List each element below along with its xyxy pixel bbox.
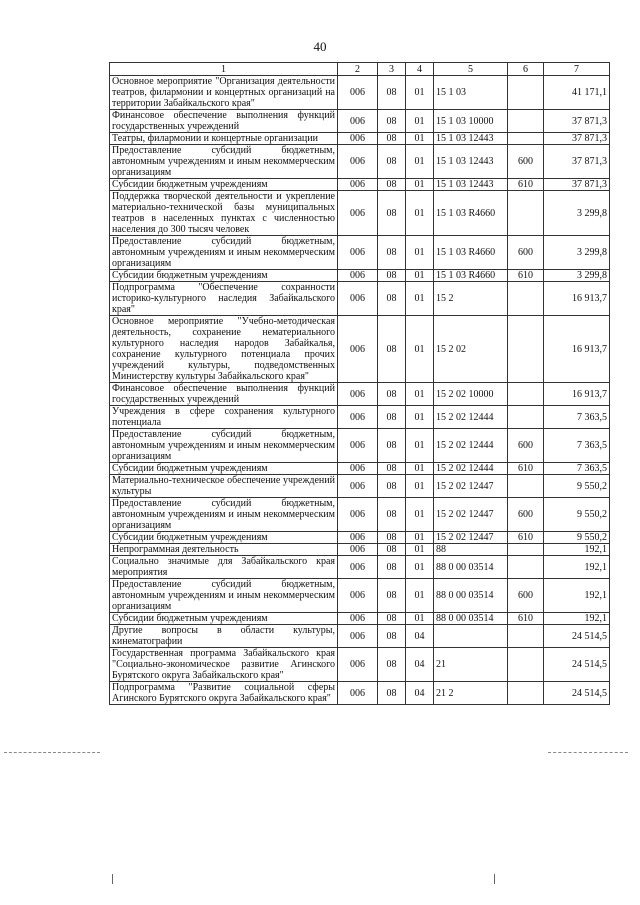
row-csr-cell: 15 2 02 12444 — [434, 463, 508, 475]
row-csr-cell: 88 0 00 03514 — [434, 556, 508, 579]
row-sum-cell: 16 913,7 — [544, 282, 610, 316]
row-vr-cell — [508, 76, 544, 110]
row-name-cell: Финансовое обеспечение выполнения функций государственных учреждений — [110, 110, 338, 133]
row-vr-cell — [508, 316, 544, 383]
row-name-cell: Субсидии бюджетным учреждениям — [110, 270, 338, 282]
row-csr-cell: 88 — [434, 544, 508, 556]
row-vr-cell: 610 — [508, 613, 544, 625]
scan-tick-mark — [494, 874, 495, 884]
row-vr-cell: 600 — [508, 498, 544, 532]
table-row — [110, 682, 610, 705]
row-sum-cell: 24 514,5 — [544, 625, 610, 648]
row-pr-cell: 04 — [406, 682, 434, 705]
row-name-cell: Поддержка творческой деятельности и укрепление материально-технической базы муниципальных театров в населенных пунктах с численностью населения до 300 тысяч человек — [110, 191, 338, 236]
table-row — [110, 179, 610, 191]
row-rz-cell: 08 — [378, 648, 406, 682]
row-pr-cell: 01 — [406, 579, 434, 613]
table-row — [110, 429, 610, 463]
table-row — [110, 282, 610, 316]
row-gr-cell: 006 — [338, 544, 378, 556]
row-name-cell: Социально значимые для Забайкальского края мероприятия — [110, 556, 338, 579]
row-sum-cell: 192,1 — [544, 544, 610, 556]
table-row — [110, 406, 610, 429]
row-name-cell: Театры, филармонии и концертные организации — [110, 133, 338, 145]
row-gr-cell: 006 — [338, 282, 378, 316]
row-pr-cell: 01 — [406, 191, 434, 236]
row-name-cell: Предоставление субсидий бюджетным, автономным учреждениям и иным некоммерческим организациям — [110, 236, 338, 270]
row-gr-cell: 006 — [338, 236, 378, 270]
row-csr-cell: 15 1 03 12443 — [434, 179, 508, 191]
row-pr-cell: 01 — [406, 532, 434, 544]
row-csr-cell: 15 2 02 12447 — [434, 475, 508, 498]
row-csr-cell: 21 2 — [434, 682, 508, 705]
row-sum-cell: 7 363,5 — [544, 429, 610, 463]
row-csr-cell: 15 1 03 12443 — [434, 133, 508, 145]
row-sum-cell: 24 514,5 — [544, 682, 610, 705]
row-gr-cell: 006 — [338, 625, 378, 648]
table-row — [110, 544, 610, 556]
row-rz-cell: 08 — [378, 613, 406, 625]
row-csr-cell: 15 2 02 12447 — [434, 498, 508, 532]
row-vr-cell: 610 — [508, 532, 544, 544]
row-rz-cell: 08 — [378, 406, 406, 429]
row-vr-cell — [508, 383, 544, 406]
row-vr-cell: 610 — [508, 270, 544, 282]
row-rz-cell: 08 — [378, 498, 406, 532]
row-sum-cell: 9 550,2 — [544, 498, 610, 532]
row-gr-cell: 006 — [338, 463, 378, 475]
row-vr-cell: 610 — [508, 463, 544, 475]
row-gr-cell: 006 — [338, 406, 378, 429]
header-cell: 6 — [508, 63, 544, 76]
row-sum-cell: 41 171,1 — [544, 76, 610, 110]
scan-tick-mark — [112, 874, 113, 884]
row-csr-cell: 88 0 00 03514 — [434, 613, 508, 625]
row-sum-cell: 16 913,7 — [544, 383, 610, 406]
row-pr-cell: 01 — [406, 282, 434, 316]
row-vr-cell — [508, 133, 544, 145]
row-name-cell: Субсидии бюджетным учреждениям — [110, 463, 338, 475]
row-rz-cell: 08 — [378, 682, 406, 705]
row-gr-cell: 006 — [338, 498, 378, 532]
row-vr-cell — [508, 556, 544, 579]
row-rz-cell: 08 — [378, 556, 406, 579]
table-row — [110, 463, 610, 475]
row-csr-cell: 15 1 03 R4660 — [434, 270, 508, 282]
row-sum-cell: 9 550,2 — [544, 475, 610, 498]
row-rz-cell: 08 — [378, 625, 406, 648]
header-cell: 1 — [110, 63, 338, 76]
table-row — [110, 270, 610, 282]
row-name-cell: Учреждения в сфере сохранения культурного потенциала — [110, 406, 338, 429]
row-name-cell: Субсидии бюджетным учреждениям — [110, 179, 338, 191]
row-name-cell: Предоставление субсидий бюджетным, автономным учреждениям и иным некоммерческим организациям — [110, 145, 338, 179]
row-rz-cell: 08 — [378, 579, 406, 613]
row-vr-cell: 600 — [508, 579, 544, 613]
row-pr-cell: 01 — [406, 270, 434, 282]
row-name-cell: Подпрограмма "Обеспечение сохранности историко-культурного наследия Забайкальского края" — [110, 282, 338, 316]
header-row — [110, 63, 610, 76]
row-csr-cell: 15 2 02 12444 — [434, 429, 508, 463]
row-rz-cell: 08 — [378, 145, 406, 179]
row-csr-cell: 15 1 03 R4660 — [434, 236, 508, 270]
row-pr-cell: 04 — [406, 648, 434, 682]
row-pr-cell: 01 — [406, 613, 434, 625]
row-gr-cell: 006 — [338, 613, 378, 625]
row-name-cell: Подпрограмма "Развитие социальной сферы Агинского Бурятского округа Забайкальского края" — [110, 682, 338, 705]
row-name-cell: Основное мероприятие "Учебно-методическая деятельность, сохранение нематериального культурного наследия народов Забайкалья, сохранение культурного потенциала прочих учреждений культуры, подведомственных Министерству культуры Забайкальского края" — [110, 316, 338, 383]
row-gr-cell: 006 — [338, 145, 378, 179]
row-sum-cell: 37 871,3 — [544, 110, 610, 133]
row-sum-cell: 24 514,5 — [544, 648, 610, 682]
table-row — [110, 76, 610, 110]
row-rz-cell: 08 — [378, 179, 406, 191]
row-csr-cell: 15 1 03 10000 — [434, 110, 508, 133]
row-name-cell: Субсидии бюджетным учреждениям — [110, 532, 338, 544]
row-csr-cell: 15 2 02 12444 — [434, 406, 508, 429]
table-row — [110, 316, 610, 383]
row-pr-cell: 01 — [406, 498, 434, 532]
row-rz-cell: 08 — [378, 429, 406, 463]
row-csr-cell: 15 2 02 10000 — [434, 383, 508, 406]
row-rz-cell: 08 — [378, 383, 406, 406]
header-cell: 4 — [406, 63, 434, 76]
row-rz-cell: 08 — [378, 282, 406, 316]
row-pr-cell: 01 — [406, 556, 434, 579]
row-pr-cell: 04 — [406, 625, 434, 648]
table-row — [110, 110, 610, 133]
row-pr-cell: 01 — [406, 406, 434, 429]
row-pr-cell: 01 — [406, 76, 434, 110]
row-gr-cell: 006 — [338, 76, 378, 110]
row-name-cell: Материально-техническое обеспечение учреждений культуры — [110, 475, 338, 498]
row-name-cell: Государственная программа Забайкальского края "Социально-экономическое развитие Агинского Бурятского округа Забайкальского края" — [110, 648, 338, 682]
row-vr-cell: 600 — [508, 145, 544, 179]
page-number: 40 — [313, 39, 327, 54]
row-sum-cell: 37 871,3 — [544, 145, 610, 179]
row-vr-cell — [508, 191, 544, 236]
row-vr-cell — [508, 282, 544, 316]
row-gr-cell: 006 — [338, 682, 378, 705]
row-vr-cell — [508, 475, 544, 498]
row-name-cell: Другие вопросы в области культуры, кинематографии — [110, 625, 338, 648]
header-cell: 7 — [544, 63, 610, 76]
row-name-cell: Субсидии бюджетным учреждениям — [110, 613, 338, 625]
row-vr-cell — [508, 544, 544, 556]
table-body — [110, 76, 610, 705]
row-sum-cell: 192,1 — [544, 613, 610, 625]
table-row — [110, 579, 610, 613]
row-name-cell: Предоставление субсидий бюджетным, автономным учреждениям и иным некоммерческим организациям — [110, 429, 338, 463]
row-csr-cell: 15 1 03 — [434, 76, 508, 110]
row-pr-cell: 01 — [406, 145, 434, 179]
row-csr-cell: 15 1 03 12443 — [434, 145, 508, 179]
row-gr-cell: 006 — [338, 532, 378, 544]
row-sum-cell: 37 871,3 — [544, 179, 610, 191]
row-vr-cell: 600 — [508, 236, 544, 270]
row-vr-cell — [508, 110, 544, 133]
header-cell: 3 — [378, 63, 406, 76]
row-sum-cell: 192,1 — [544, 556, 610, 579]
row-sum-cell: 7 363,5 — [544, 463, 610, 475]
row-rz-cell: 08 — [378, 544, 406, 556]
table-row — [110, 498, 610, 532]
row-gr-cell: 006 — [338, 579, 378, 613]
row-vr-cell — [508, 648, 544, 682]
row-gr-cell: 006 — [338, 556, 378, 579]
row-rz-cell: 08 — [378, 270, 406, 282]
row-gr-cell: 006 — [338, 429, 378, 463]
row-name-cell: Предоставление субсидий бюджетным, автономным учреждениям и иным некоммерческим организациям — [110, 579, 338, 613]
row-rz-cell: 08 — [378, 463, 406, 475]
row-name-cell: Основное мероприятие "Организация деятельности театров, филармонии и концертных организаций на территории Забайкальского края" — [110, 76, 338, 110]
scan-margin-mark — [548, 752, 628, 753]
table-row — [110, 475, 610, 498]
row-pr-cell: 01 — [406, 429, 434, 463]
header-cell: 2 — [338, 63, 378, 76]
row-csr-cell — [434, 625, 508, 648]
row-gr-cell: 006 — [338, 383, 378, 406]
header-cell: 5 — [434, 63, 508, 76]
row-sum-cell: 7 363,5 — [544, 406, 610, 429]
row-rz-cell: 08 — [378, 133, 406, 145]
row-vr-cell: 600 — [508, 429, 544, 463]
table-row — [110, 613, 610, 625]
row-vr-cell: 610 — [508, 179, 544, 191]
row-rz-cell: 08 — [378, 475, 406, 498]
row-sum-cell: 37 871,3 — [544, 133, 610, 145]
row-csr-cell: 15 2 02 — [434, 316, 508, 383]
table-row — [110, 145, 610, 179]
row-rz-cell: 08 — [378, 236, 406, 270]
row-sum-cell: 3 299,8 — [544, 270, 610, 282]
row-gr-cell: 006 — [338, 270, 378, 282]
table-row — [110, 133, 610, 145]
row-gr-cell: 006 — [338, 316, 378, 383]
row-pr-cell: 01 — [406, 316, 434, 383]
row-pr-cell: 01 — [406, 236, 434, 270]
row-vr-cell — [508, 625, 544, 648]
table-row — [110, 532, 610, 544]
row-pr-cell: 01 — [406, 475, 434, 498]
row-pr-cell: 01 — [406, 110, 434, 133]
row-pr-cell: 01 — [406, 133, 434, 145]
row-csr-cell: 15 2 02 12447 — [434, 532, 508, 544]
row-csr-cell: 15 1 03 R4660 — [434, 191, 508, 236]
row-sum-cell: 9 550,2 — [544, 532, 610, 544]
row-csr-cell: 88 0 00 03514 — [434, 579, 508, 613]
row-name-cell: Непрограммная деятельность — [110, 544, 338, 556]
budget-table — [109, 62, 610, 705]
row-rz-cell: 08 — [378, 316, 406, 383]
row-sum-cell: 192,1 — [544, 579, 610, 613]
row-rz-cell: 08 — [378, 76, 406, 110]
row-name-cell: Финансовое обеспечение выполнения функций государственных учреждений — [110, 383, 338, 406]
row-gr-cell: 006 — [338, 475, 378, 498]
row-pr-cell: 01 — [406, 544, 434, 556]
row-csr-cell: 21 — [434, 648, 508, 682]
row-name-cell: Предоставление субсидий бюджетным, автономным учреждениям и иным некоммерческим организациям — [110, 498, 338, 532]
table-row — [110, 556, 610, 579]
row-sum-cell: 3 299,8 — [544, 191, 610, 236]
row-vr-cell — [508, 406, 544, 429]
row-vr-cell — [508, 682, 544, 705]
row-gr-cell: 006 — [338, 191, 378, 236]
row-pr-cell: 01 — [406, 463, 434, 475]
row-gr-cell: 006 — [338, 179, 378, 191]
table-row — [110, 191, 610, 236]
row-rz-cell: 08 — [378, 532, 406, 544]
scan-margin-mark — [4, 752, 100, 753]
row-pr-cell: 01 — [406, 383, 434, 406]
row-gr-cell: 006 — [338, 648, 378, 682]
row-rz-cell: 08 — [378, 191, 406, 236]
table-row — [110, 648, 610, 682]
table-row — [110, 625, 610, 648]
row-pr-cell: 01 — [406, 179, 434, 191]
table-row — [110, 236, 610, 270]
row-rz-cell: 08 — [378, 110, 406, 133]
row-gr-cell: 006 — [338, 133, 378, 145]
row-csr-cell: 15 2 — [434, 282, 508, 316]
table-row — [110, 383, 610, 406]
row-gr-cell: 006 — [338, 110, 378, 133]
row-sum-cell: 3 299,8 — [544, 236, 610, 270]
row-sum-cell: 16 913,7 — [544, 316, 610, 383]
